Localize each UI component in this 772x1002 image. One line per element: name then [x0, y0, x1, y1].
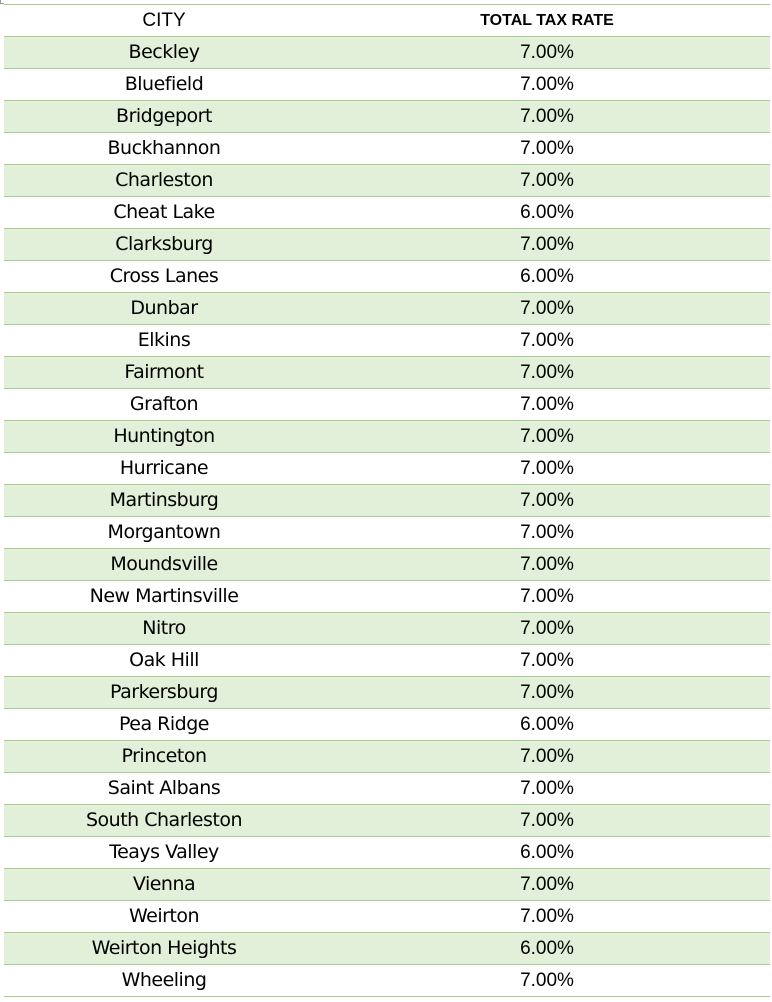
- table-row: [4, 709, 770, 741]
- table-row: [4, 389, 770, 421]
- tax-rate-cell: 7.00%: [324, 453, 770, 485]
- tax-rate-cell: 7.00%: [324, 581, 770, 613]
- city-cell: Vienna: [4, 869, 324, 901]
- city-cell: Grafton: [4, 389, 324, 421]
- tax-rate-cell: 7.00%: [324, 389, 770, 421]
- tax-rate-cell: 7.00%: [324, 965, 770, 997]
- table-row: [4, 805, 770, 837]
- tax-rate-cell: 7.00%: [324, 613, 770, 645]
- city-cell: Beckley: [4, 37, 324, 69]
- table-body: [4, 37, 770, 997]
- city-cell: Cheat Lake: [4, 197, 324, 229]
- tax-rate-cell: 7.00%: [324, 517, 770, 549]
- table-row: [4, 773, 770, 805]
- tax-rate-cell: 6.00%: [324, 261, 770, 293]
- city-cell: Hurricane: [4, 453, 324, 485]
- tax-rate-cell: 7.00%: [324, 741, 770, 773]
- city-cell: Weirton Heights: [4, 933, 324, 965]
- table-row: [4, 485, 770, 517]
- table-row: [4, 453, 770, 485]
- table-row: [4, 869, 770, 901]
- city-cell: Pea Ridge: [4, 709, 324, 741]
- tax-rate-cell: 7.00%: [324, 677, 770, 709]
- tax-rate-cell: 7.00%: [324, 101, 770, 133]
- tax-rate-cell: 7.00%: [324, 485, 770, 517]
- city-cell: Nitro: [4, 613, 324, 645]
- city-cell: Elkins: [4, 325, 324, 357]
- column-header-city: CITY: [4, 5, 324, 37]
- tax-rate-cell: 7.00%: [324, 37, 770, 69]
- tax-rate-cell: 7.00%: [324, 805, 770, 837]
- city-cell: Bluefield: [4, 69, 324, 101]
- table-header: [4, 5, 770, 37]
- city-cell: Parkersburg: [4, 677, 324, 709]
- tax-rate-cell: 7.00%: [324, 357, 770, 389]
- table-row: [4, 197, 770, 229]
- tax-rate-cell: 7.00%: [324, 773, 770, 805]
- tax-rate-cell: 7.00%: [324, 325, 770, 357]
- city-cell: Weirton: [4, 901, 324, 933]
- tax-rate-cell: 6.00%: [324, 837, 770, 869]
- table-row: [4, 133, 770, 165]
- tax-rate-cell: 6.00%: [324, 197, 770, 229]
- city-cell: Wheeling: [4, 965, 324, 997]
- table-row: [4, 965, 770, 997]
- tax-rate-cell: 6.00%: [324, 709, 770, 741]
- table-row: [4, 517, 770, 549]
- city-cell: Princeton: [4, 741, 324, 773]
- table-row: [4, 837, 770, 869]
- tax-rate-cell: 7.00%: [324, 421, 770, 453]
- header-row: [4, 5, 770, 37]
- city-cell: Morgantown: [4, 517, 324, 549]
- table-row: [4, 901, 770, 933]
- city-cell: Moundsville: [4, 549, 324, 581]
- city-cell: Huntington: [4, 421, 324, 453]
- table-row: [4, 357, 770, 389]
- table-row: [4, 229, 770, 261]
- table-row: [4, 69, 770, 101]
- table-row: [4, 421, 770, 453]
- table-row: [4, 165, 770, 197]
- tax-rate-table: [4, 4, 770, 997]
- city-cell: Dunbar: [4, 293, 324, 325]
- city-cell: Martinsburg: [4, 485, 324, 517]
- city-cell: Charleston: [4, 165, 324, 197]
- tax-rate-cell: 7.00%: [324, 133, 770, 165]
- city-cell: Saint Albans: [4, 773, 324, 805]
- city-cell: Buckhannon: [4, 133, 324, 165]
- tax-rate-cell: 7.00%: [324, 869, 770, 901]
- city-cell: Fairmont: [4, 357, 324, 389]
- city-cell: Teays Valley: [4, 837, 324, 869]
- table-row: [4, 261, 770, 293]
- column-header-total-tax-rate: TOTAL TAX RATE: [324, 5, 770, 37]
- table-row: [4, 613, 770, 645]
- table-row: [4, 549, 770, 581]
- tax-rate-cell: 7.00%: [324, 901, 770, 933]
- city-cell: Oak Hill: [4, 645, 324, 677]
- tax-rate-cell: 7.00%: [324, 229, 770, 261]
- tax-rate-cell: 6.00%: [324, 933, 770, 965]
- tax-rate-cell: 7.00%: [324, 69, 770, 101]
- city-cell: Bridgeport: [4, 101, 324, 133]
- table-row: [4, 101, 770, 133]
- table-row: [4, 581, 770, 613]
- table-row: [4, 677, 770, 709]
- table-row: [4, 293, 770, 325]
- city-cell: Clarksburg: [4, 229, 324, 261]
- tax-rate-table-container: [4, 4, 770, 997]
- tax-rate-cell: 7.00%: [324, 645, 770, 677]
- table-row: [4, 933, 770, 965]
- table-row: [4, 37, 770, 69]
- tax-rate-cell: 7.00%: [324, 549, 770, 581]
- table-row: [4, 325, 770, 357]
- tax-rate-cell: 7.00%: [324, 293, 770, 325]
- table-row: [4, 741, 770, 773]
- table-row: [4, 645, 770, 677]
- city-cell: South Charleston: [4, 805, 324, 837]
- tax-rate-cell: 7.00%: [324, 165, 770, 197]
- city-cell: Cross Lanes: [4, 261, 324, 293]
- city-cell: New Martinsville: [4, 581, 324, 613]
